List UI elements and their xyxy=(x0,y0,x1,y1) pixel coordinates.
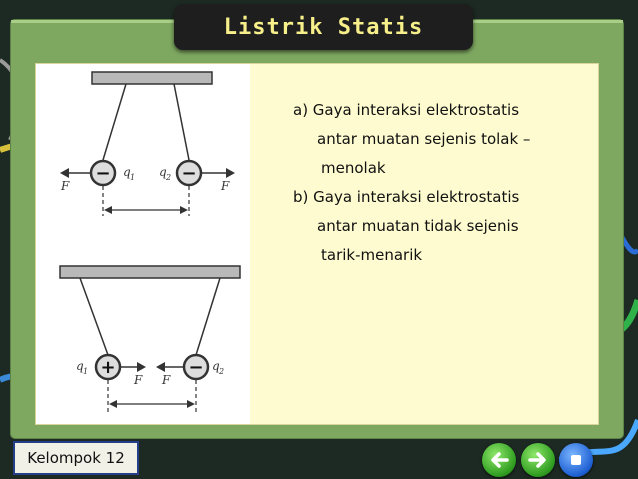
text-line-a1: a) Gaya interaksi elektrostatis xyxy=(293,101,520,119)
arrow-right-icon xyxy=(527,449,549,471)
text-line-b3: tarik-menarik xyxy=(321,246,423,264)
arrow-left-icon xyxy=(488,449,510,471)
bottom-label-q1-sub: 1 xyxy=(83,367,89,376)
explanation-text xyxy=(293,96,593,270)
top-label-q2: q xyxy=(159,165,167,179)
top-label-q2-sub: 2 xyxy=(166,173,172,182)
bottom-force-left-arrow xyxy=(137,362,146,372)
text-line-b1: b) Gaya interaksi elektrostatis xyxy=(293,188,520,206)
next-button[interactable] xyxy=(521,443,555,477)
bottom-charge-q2-sign: − xyxy=(188,357,204,378)
bottom-ceiling-bar xyxy=(60,266,240,278)
bottom-label-force-left: F xyxy=(134,373,143,387)
bottom-force-right-arrow xyxy=(156,362,165,372)
bottom-distance-arrow-right xyxy=(187,400,195,408)
text-line-a3: menolak xyxy=(321,159,386,177)
text-line-a2: antar muatan sejenis tolak – xyxy=(317,130,531,148)
top-label-force-right: F xyxy=(221,179,230,193)
top-charge-q2-sign: − xyxy=(181,163,197,184)
top-thread-left xyxy=(103,84,126,160)
top-charge-q1-sign: − xyxy=(95,163,111,184)
stop-button[interactable] xyxy=(559,443,593,477)
top-label-force-left: F xyxy=(61,179,70,193)
top-label-q1-sub: 1 xyxy=(130,173,136,182)
top-distance-arrow-left xyxy=(104,206,112,214)
bottom-thread-left xyxy=(80,278,108,355)
top-force-left-arrow xyxy=(60,168,69,178)
bottom-charge-q1-sign: + xyxy=(100,357,116,378)
bottom-distance-arrow-left xyxy=(109,400,117,408)
top-force-right-arrow xyxy=(226,168,235,178)
charge-diagram xyxy=(36,64,250,424)
bottom-label-q2: q xyxy=(212,359,220,373)
bottom-label-q2-sub: 2 xyxy=(219,367,225,376)
bottom-label-q1: q xyxy=(76,359,84,373)
group-label-text: Kelompok 12 xyxy=(27,449,125,467)
stop-square-icon xyxy=(567,451,585,469)
group-label xyxy=(13,441,139,475)
back-button[interactable] xyxy=(482,443,516,477)
top-distance-arrow-right xyxy=(180,206,188,214)
diagram-panel xyxy=(36,64,250,424)
top-thread-right xyxy=(174,84,189,160)
title-banner xyxy=(174,4,473,50)
top-ceiling-bar xyxy=(92,72,212,84)
bottom-thread-right xyxy=(196,278,220,355)
top-label-q1: q xyxy=(123,165,131,179)
text-line-b2: antar muatan tidak sejenis xyxy=(317,217,519,235)
bottom-label-force-right: F xyxy=(162,373,171,387)
page-title: Listrik Statis xyxy=(223,14,424,40)
